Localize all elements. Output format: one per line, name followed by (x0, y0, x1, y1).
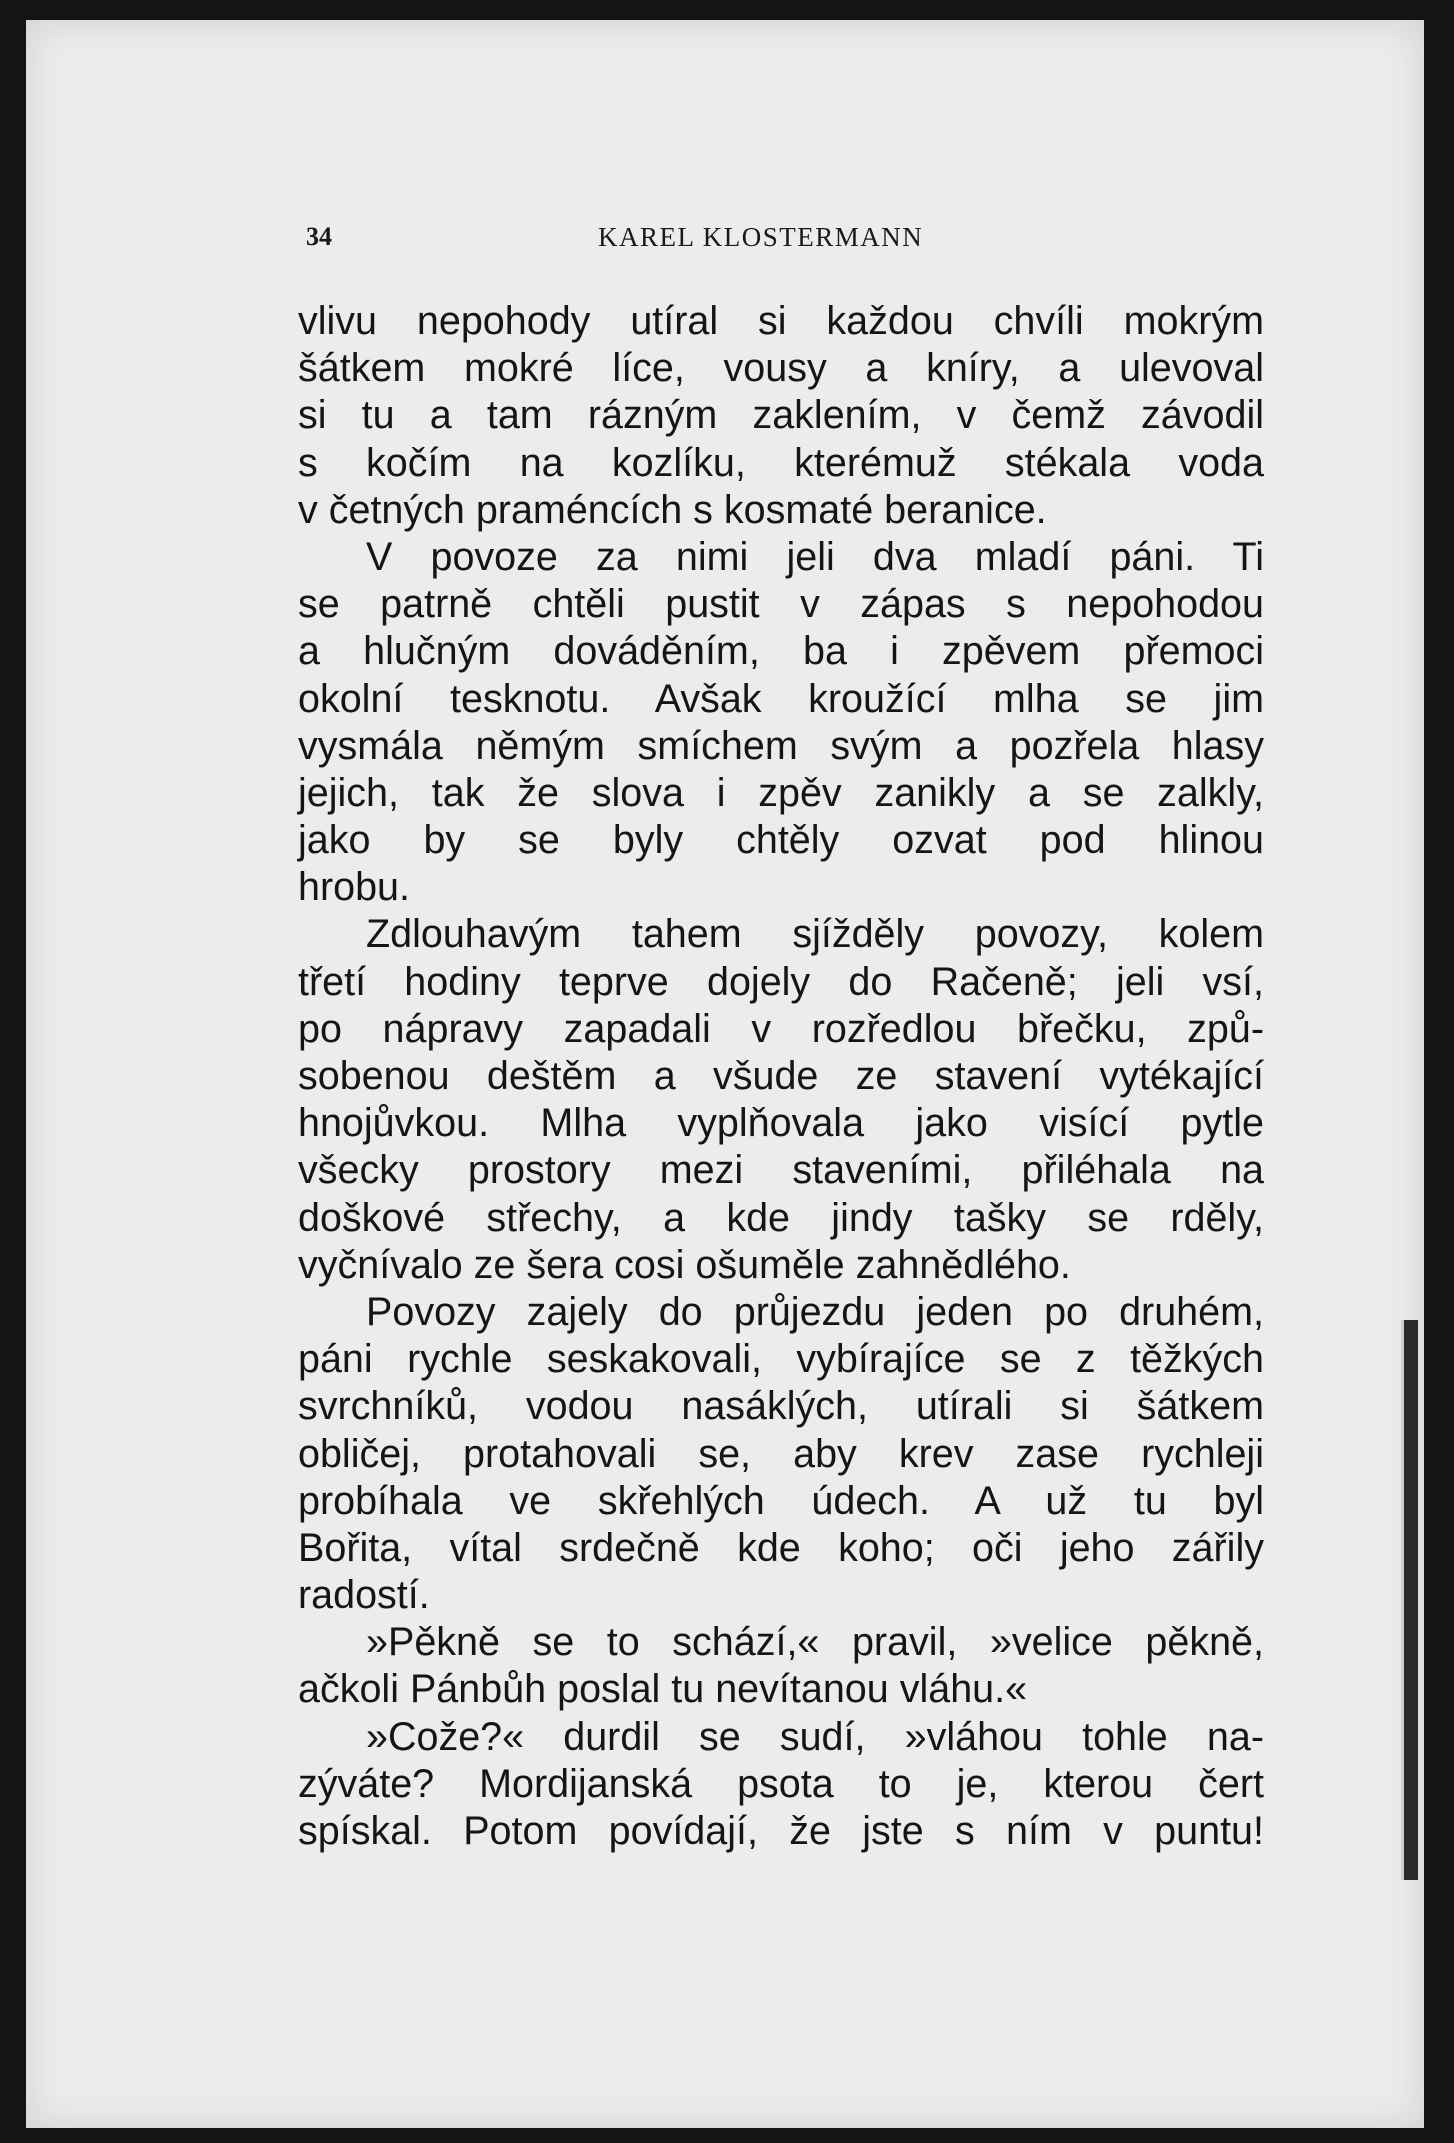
text-line: »Pěkně se to schází,« pravil, »velice pěkně, (366, 1620, 1264, 1665)
text-line: po nápravy zapadali v rozředlou břečku, způ- (298, 1006, 1264, 1051)
text-line: probíhala ve skřehlých údech. A už tu byl (298, 1478, 1264, 1523)
text-line: zýváte? Mordijanská psota to je, kterou čert (298, 1761, 1264, 1806)
text-line: okolní tesknotu. Avšak kroužící mlha se jim (298, 676, 1264, 721)
text-line: Zdlouhavým tahem sjížděly povozy, kolem (366, 912, 1264, 957)
page-number: 34 (306, 222, 332, 251)
text-line: třetí hodiny teprve dojely do Račeně; jeli vsí, (298, 959, 1264, 1004)
text-line: páni rychle seskakovali, vybírajíce se z těžkých (298, 1337, 1264, 1382)
text-line: vlivu nepohody utíral si každou chvíli mokrým (298, 299, 1264, 343)
text-line: Povozy zajely do průjezdu jeden po druhém, (366, 1289, 1264, 1334)
text-line: »Cože?« durdil se sudí, »vláhou tohle na- (366, 1714, 1264, 1759)
text-line: všecky prostory mezi staveními, přiléhala na (298, 1148, 1264, 1193)
text-line: s kočím na kozlíku, kterémuž stékala voda (298, 440, 1264, 485)
text-line: vysmála němým smíchem svým a pozřela hlasy (298, 723, 1264, 768)
running-title: KAREL KLOSTERMANN (598, 222, 924, 252)
text-line: jako by se byly chtěly ozvat pod hlinou (298, 818, 1264, 863)
text-line: jejich, tak že slova i zpěv zanikly a se zalkly, (298, 770, 1264, 815)
text-line: hnojůvkou. Mlha vyplňovala jako visící pytle (298, 1101, 1264, 1146)
text-line: sobenou deštěm a všude ze stavení vytékající (298, 1054, 1264, 1098)
text-line: V povoze za nimi jeli dva mladí páni. Ti (366, 534, 1264, 579)
text-line: se patrně chtěli pustit v zápas s nepohodou (298, 582, 1264, 627)
text-line: Bořita, vítal srdečně kde koho; oči jeho zářily (298, 1525, 1264, 1570)
text-line: spískal. Potom povídají, že jste s ním v puntu! (298, 1809, 1264, 1853)
text-line: si tu a tam rázným zaklením, v čemž závodil (298, 393, 1264, 438)
binding-edge (1401, 1320, 1418, 1880)
text-line: obličej, protahovali se, aby krev zase rychleji (298, 1431, 1264, 1476)
text-line: radostí. (298, 1573, 430, 1618)
text-line: vyčnívalo ze šera cosi ošuměle zahnědlého. (298, 1242, 1071, 1287)
body-text (298, 298, 1264, 1855)
text-line: šátkem mokré líce, vousy a kníry, a ulevoval (298, 346, 1264, 391)
text-line: ačkoli Pánbůh poslal tu nevítanou vláhu.« (298, 1667, 1028, 1712)
text-line: a hlučným dováděním, ba i zpěvem přemoci (298, 629, 1264, 674)
text-line: v četných praméncích s kosmaté beranice. (298, 487, 1047, 532)
page-header (306, 218, 996, 258)
text-line: hrobu. (298, 865, 411, 910)
text-line: svrchníků, vodou nasáklých, utírali si šátkem (298, 1384, 1264, 1429)
text-line: doškové střechy, a kde jindy tašky se rděly, (298, 1195, 1264, 1240)
